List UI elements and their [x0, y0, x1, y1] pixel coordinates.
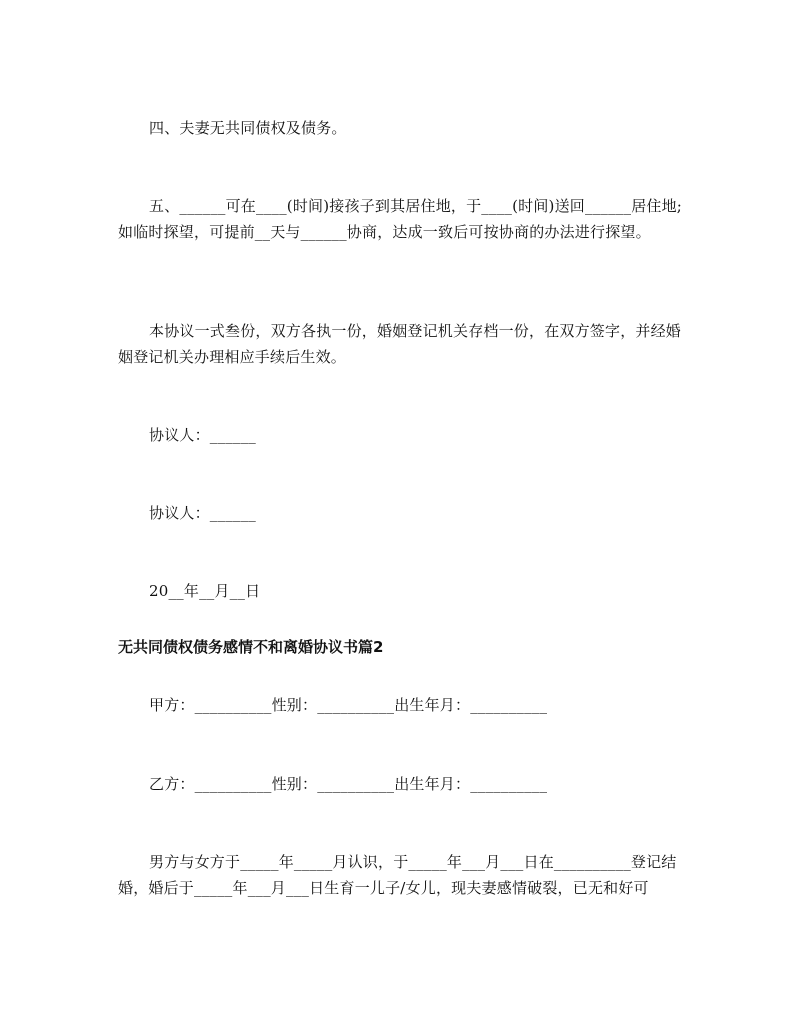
section-title: 无共同债权债务感情不和离婚协议书篇2: [118, 638, 384, 656]
date-line: 20__年__月__日: [149, 582, 261, 600]
marriage-info: 男方与女方于_____年_____月认识，于_____年___月___日在__________登记结婚，婚后于_____年___月___日生育一儿子/女儿，现夫妻感情破裂，已无和好可: [118, 853, 677, 897]
clause-5: 五、______可在____(时间)接孩子到其居住地，于____(时间)送回______居住地;如临时探望，可提前__天与______协商，达成一致后可按协商的办法进行探望。: [118, 197, 683, 241]
clause-4: 四、夫妻无共同债权及债务。: [149, 119, 347, 137]
signatory-line-2: 协议人：______: [149, 504, 257, 522]
signatory-line-1: 协议人：______: [149, 426, 257, 444]
party-a-line: 甲方：__________性别：__________出生年月：__________: [149, 696, 548, 714]
party-b-line: 乙方：__________性别：__________出生年月：__________: [149, 775, 548, 793]
agreement-note: 本协议一式叁份，双方各执一份，婚姻登记机关存档一份，在双方签字，并经婚姻登记机关办理相应手续后生效。: [118, 322, 682, 366]
